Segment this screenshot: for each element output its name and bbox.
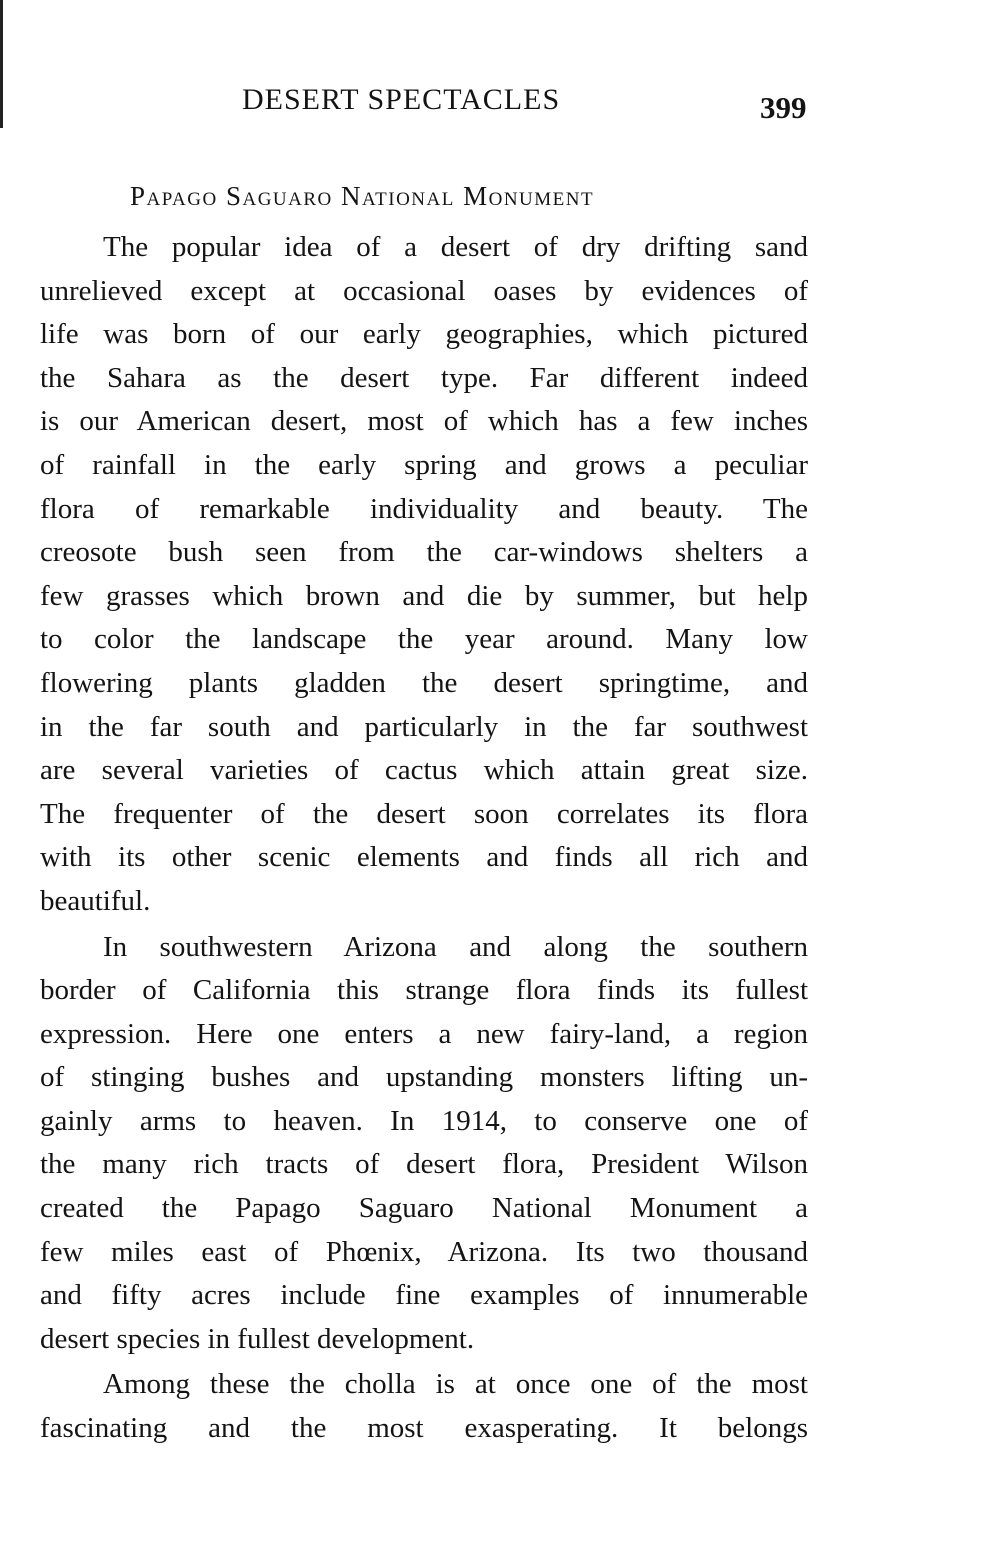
text-line: are several varieties of cactus which attain great size. bbox=[40, 754, 808, 787]
text-line: creosote bush seen from the car-windows shelters a bbox=[40, 536, 808, 569]
text-line: gainly arms to heaven. In 1914, to conserve one of bbox=[40, 1104, 808, 1137]
text-line: few miles east of Phœnix, Arizona. Its two thousand bbox=[40, 1235, 808, 1268]
text-line: in the far south and particularly in the far southwest bbox=[40, 710, 808, 743]
text-line: border of California this strange flora finds its fullest bbox=[40, 974, 808, 1007]
text-line: the many rich tracts of desert flora, President Wilson bbox=[40, 1148, 808, 1181]
text-line: flowering plants gladden the desert springtime, and bbox=[40, 666, 808, 699]
text-line: is our American desert, most of which has a few inches bbox=[40, 405, 808, 438]
text-line: beautiful. bbox=[40, 884, 151, 917]
text-line: fascinating and the most exasperating. It belongs bbox=[40, 1412, 808, 1445]
section-title: Papago Saguaro National Monument bbox=[130, 181, 595, 211]
text-line: of rainfall in the early spring and grows a peculiar bbox=[40, 448, 808, 481]
text-line: the Sahara as the desert type. Far different indeed bbox=[40, 361, 808, 394]
text-line: of stinging bushes and upstanding monsters lifting un- bbox=[40, 1061, 808, 1094]
text-line: and fifty acres include fine examples of innumerable bbox=[40, 1279, 808, 1312]
page-number: 399 bbox=[760, 90, 807, 125]
text-line: life was born of our early geographies, which pictured bbox=[40, 318, 808, 351]
text-line: desert species in fullest development. bbox=[40, 1322, 475, 1355]
text-line: The frequenter of the desert soon correlates its flora bbox=[40, 797, 808, 830]
text-line: to color the landscape the year around. Many low bbox=[40, 623, 808, 656]
text-line: expression. Here one enters a new fairy-land, a region bbox=[40, 1017, 808, 1050]
running-title: DESERT SPECTACLES bbox=[242, 83, 561, 116]
paragraph-2 bbox=[40, 926, 808, 1362]
text-line: In southwestern Arizona and along the southern bbox=[103, 930, 808, 963]
text-line: flora of remarkable individuality and beauty. The bbox=[40, 492, 808, 525]
text-line: few grasses which brown and die by summer, but help bbox=[40, 579, 808, 612]
text-line: created the Papago Saguaro National Monument a bbox=[40, 1192, 808, 1225]
running-head bbox=[0, 80, 1000, 130]
paragraph-1 bbox=[40, 226, 808, 924]
text-line: Among these the cholla is at once one of the most bbox=[103, 1368, 808, 1401]
text-line: The popular idea of a desert of dry drifting sand bbox=[103, 231, 808, 263]
section-heading bbox=[0, 176, 1000, 216]
paragraph-3 bbox=[40, 1363, 808, 1450]
text-line: with its other scenic elements and finds all rich and bbox=[40, 841, 808, 874]
body-text bbox=[40, 226, 808, 1453]
text-line: unrelieved except at occasional oases by evidences of bbox=[40, 274, 808, 307]
